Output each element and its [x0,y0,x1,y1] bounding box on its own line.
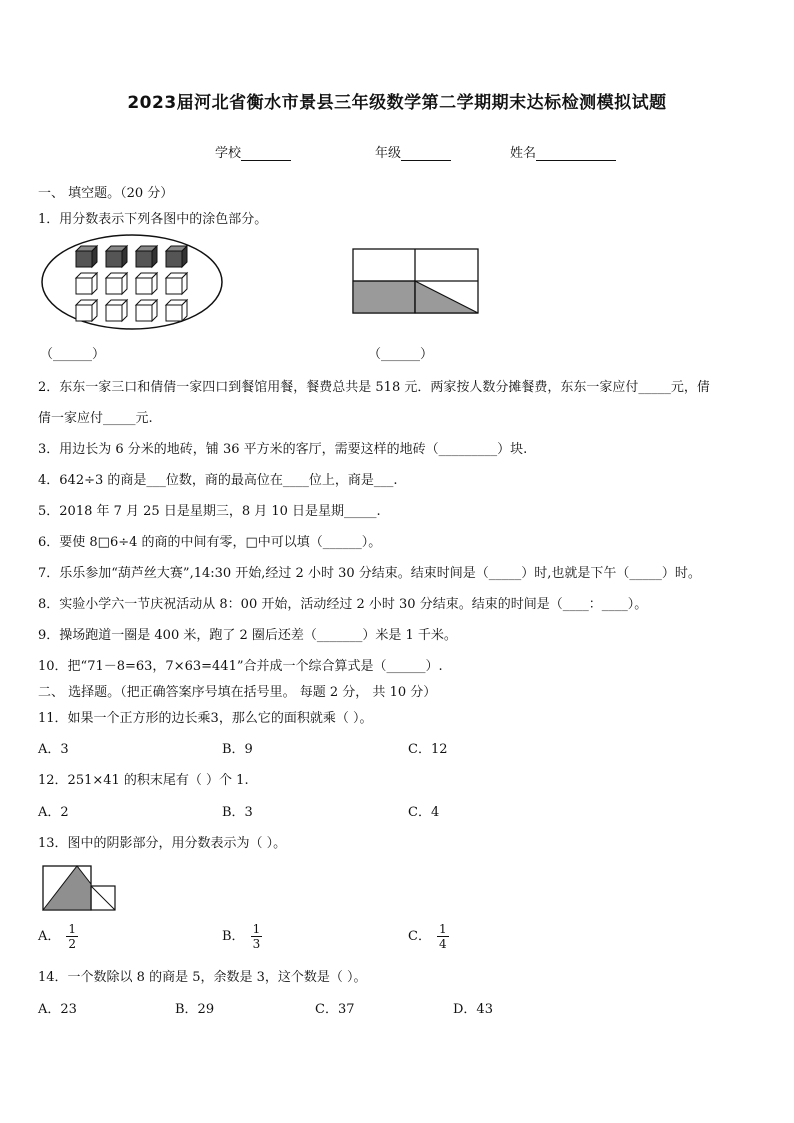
question-8: 8．实验小学六一节庆祝活动从 8：00 开始，活动经过 2 小时 30 分结束。结束的时间是（____：____）。 [38,597,648,612]
question-10: 10．把“71－8=63，7×63=441”合并成一个综合算式是（______）. [38,659,443,674]
q13-option-c-label: C． [408,929,431,944]
name-field[interactable] [510,142,616,161]
cube [136,273,157,294]
question-9: 9．操场跑道一圈是 400 米，跑了 2 圈后还差（_______）米是 1 千米。 [38,628,457,643]
section2-heading: 二、 选择题。（把正确答案序号填在括号里。 每题 2 分， 共 10 分） [38,685,437,700]
cube [106,273,127,294]
q13-option-a-label: A． [38,929,61,944]
shaded-cube [136,246,157,267]
q14-option-b[interactable]: B．29 [175,1002,215,1017]
name-label: 姓名 [510,146,537,161]
fraction-one-third: $\frac{1}{3}$ [252,922,261,951]
cube [136,300,157,321]
cubes-oval-figure [40,232,226,332]
grade-label: 年级 [375,146,402,161]
q14-option-c[interactable]: C．37 [315,1002,355,1017]
question-13: 13．图中的阴影部分，用分数表示为（ ）。 [38,836,287,851]
school-label: 学校 [215,146,242,161]
q12-option-b[interactable]: B．3 [222,805,253,820]
cube [106,300,127,321]
rectangle-fraction-figure [352,248,480,316]
q13-option-b-label: B． [222,929,245,944]
question-5: 5．2018 年 7 月 25 日是星期三，8 月 10 日是星期_____. [38,504,381,519]
triangle-square-figure [42,864,118,912]
q12-option-a[interactable]: A．2 [38,805,69,820]
shaded-left-cell [353,281,415,313]
question-2-line1: 2．东东一家三口和倩倩一家四口到餐馆用餐，餐费总共是 518 元．两家按人数分摊餐费，东东一家应付_____元，倩 [38,380,710,395]
grade-blank[interactable] [401,146,451,161]
question-7: 7．乐乐参加“葫芦丝大赛”,14:30 开始,经过 2 小时 30 分结束。结束时间是（_____）时,也就是下午（_____）时。 [38,566,701,581]
q12-option-c[interactable]: C．4 [408,805,440,820]
question-11: 11．如果一个正方形的边长乘3，那么它的面积就乘（ ）。 [38,711,373,726]
question-2-line2: 倩一家应付_____元. [38,411,153,426]
cube [166,273,187,294]
shaded-cube [106,246,127,267]
grade-field[interactable] [375,142,451,161]
question-1: 1．用分数表示下列各图中的涂色部分。 [38,212,268,227]
fraction-one-quarter: $\frac{1}{4}$ [438,922,447,951]
question-6: 6．要使 8□6÷4 的商的中间有零，□中可以填（______）。 [38,535,382,550]
q11-option-c[interactable]: C．12 [408,742,448,757]
shaded-triangle [415,281,478,313]
q14-option-a[interactable]: A．23 [38,1002,77,1017]
q1-answer-right[interactable]: （______） [368,347,434,362]
q13-option-b[interactable] [222,922,262,951]
q11-option-a[interactable]: A．3 [38,742,69,757]
q14-option-d[interactable]: D．43 [453,1002,493,1017]
oval-outline [42,235,222,329]
q1-answer-left[interactable]: （______） [40,347,106,362]
shaded-cube [166,246,187,267]
shaded-cube [76,246,97,267]
question-4: 4．642÷3 的商是___位数，商的最高位在____位上，商是___. [38,473,398,488]
name-blank[interactable] [536,146,616,161]
cube [166,300,187,321]
q11-option-b[interactable]: B．9 [222,742,253,757]
question-14: 14．一个数除以 8 的商是 5，余数是 3，这个数是（ ）。 [38,970,367,985]
section1-heading: 一、 填空题。（20 分） [38,186,174,201]
question-12: 12．251×41 的积末尾有（ ）个 1. [38,773,249,788]
q13-option-a[interactable] [38,922,78,951]
question-3: 3．用边长为 6 分米的地砖，铺 36 平方米的客厅，需要这样的地砖（_________）块. [38,442,528,457]
shaded-region [43,866,91,910]
school-blank[interactable] [241,146,291,161]
school-field[interactable] [215,142,291,161]
cube [76,273,97,294]
q13-option-c[interactable] [408,922,449,951]
page-title: 2023届河北省衡水市景县三年级数学第二学期期末达标检测模拟试题 [127,93,667,113]
fraction-one-half: $\frac{1}{2}$ [68,922,77,951]
cube [76,300,97,321]
